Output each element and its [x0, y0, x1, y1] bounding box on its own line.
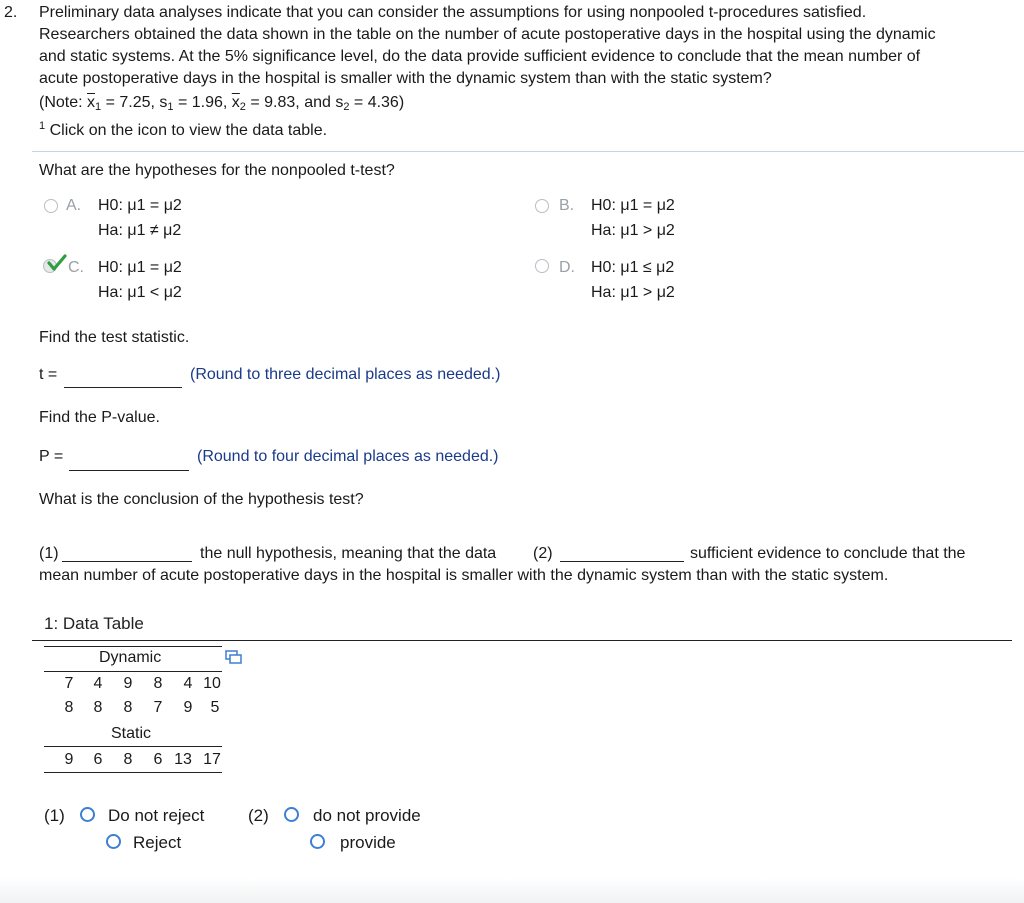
- x2-sub: 2: [239, 101, 246, 113]
- option-a-radio[interactable]: [44, 199, 58, 213]
- footnote-link[interactable]: [39, 120, 327, 140]
- question-line-3: and static systems. At the 5% significance level, do the data provide sufficient evidence to conclude that the mean number of: [39, 48, 921, 65]
- x2-bar: $\overline{x}$: [231, 94, 240, 111]
- s2-sub: 2: [343, 101, 350, 113]
- t-hint: (Round to three decimal places as needed.): [190, 366, 501, 383]
- table-bottom-rule: [44, 772, 222, 773]
- test-statistic-prompt: Find the test statistic.: [39, 329, 190, 346]
- p-value-prompt: Find the P-value.: [39, 409, 160, 426]
- question-line-4: acute postoperative days in the hospital is smaller with the dynamic system than with the static system?: [39, 70, 772, 87]
- dynamic-cell: 9: [123, 675, 133, 692]
- option-c-h0: H0: μ1 = μ2: [98, 259, 182, 276]
- dynamic-cell: 8: [64, 699, 74, 716]
- option-d-h0: H0: μ1 ≤ μ2: [591, 259, 675, 276]
- question-line-2: Researchers obtained the data shown in the table on the number of acute postoperative days in the hospital using the dynamic: [39, 26, 936, 43]
- question-number: 2.: [4, 4, 18, 21]
- option-b-ha: Ha: μ1 > μ2: [591, 222, 675, 239]
- option-b-h0: H0: μ1 = μ2: [591, 197, 675, 214]
- conclusion-dropdown-1[interactable]: [62, 560, 192, 562]
- t-input[interactable]: [64, 386, 182, 388]
- option-a-letter: A.: [66, 197, 82, 214]
- static-cell: 13: [174, 751, 192, 768]
- conclusion-text-1: the null hypothesis, meaning that the data: [200, 545, 497, 562]
- s1-sub: 1: [167, 101, 174, 113]
- static-label: Static: [111, 725, 152, 742]
- choice-do-not-provide[interactable]: do not provide: [313, 806, 421, 825]
- note-prefix: (Note:: [39, 94, 88, 111]
- choice-provide-radio[interactable]: [310, 834, 325, 849]
- option-a-h0: H0: μ1 = μ2: [98, 197, 182, 214]
- choice-do-not-reject[interactable]: Do not reject: [108, 806, 205, 825]
- option-c-letter: C.: [68, 259, 84, 276]
- conclusion-prompt: What is the conclusion of the hypothesis test?: [39, 491, 364, 508]
- dynamic-cell: 4: [93, 675, 103, 692]
- x1-sub: 1: [95, 101, 102, 113]
- x1-bar: $\overline{x}$: [87, 94, 96, 111]
- conclusion-text-3: mean number of acute postoperative days in the hospital is smaller with the dynamic system than with the static system.: [39, 567, 889, 584]
- data-table-title: 1: Data Table: [44, 614, 144, 633]
- p-label: P =: [39, 448, 64, 465]
- footnote-marker: 1: [39, 120, 46, 132]
- dynamic-cell: 8: [123, 699, 133, 716]
- option-b-letter: B.: [559, 197, 575, 214]
- copy-table-icon[interactable]: [225, 650, 242, 665]
- p-hint: (Round to four decimal places as needed.): [197, 448, 499, 465]
- summary-note: [39, 94, 404, 113]
- dynamic-cell: 9: [183, 699, 193, 716]
- question-line-1: Preliminary data analyses indicate that you can consider the assumptions for using nonpooled t-procedures satisfied.: [39, 4, 867, 21]
- s1-value: = 1.96,: [173, 94, 232, 111]
- conclusion-dropdown-2[interactable]: [560, 560, 684, 562]
- data-table-divider: [32, 640, 1012, 641]
- static-cell: 9: [64, 751, 74, 768]
- option-c-ha: Ha: μ1 < μ2: [98, 284, 182, 301]
- conclusion-text-2: sufficient evidence to conclude that the: [690, 545, 966, 562]
- conclusion-marker-2: (2): [533, 545, 553, 562]
- hypotheses-prompt: What are the hypotheses for the nonpooled t-test?: [39, 162, 395, 179]
- dynamic-cell: 8: [93, 699, 103, 716]
- static-cell: 17: [203, 751, 221, 768]
- dynamic-cell: 4: [183, 675, 193, 692]
- x1-value: = 7.25, s: [101, 94, 168, 111]
- choice-group-1-marker: (1): [44, 806, 65, 825]
- conclusion-marker-1: (1): [39, 545, 59, 562]
- choice-reject[interactable]: Reject: [133, 833, 182, 852]
- option-a-ha: Ha: μ1 ≠ μ2: [98, 222, 182, 239]
- static-header-rule: [44, 746, 222, 747]
- static-cell: 6: [93, 751, 103, 768]
- table-top-rule: [44, 646, 222, 647]
- dynamic-cell: 7: [153, 699, 163, 716]
- choice-reject-radio[interactable]: [106, 834, 121, 849]
- dynamic-cell: 8: [153, 675, 163, 692]
- dynamic-cell: 5: [210, 699, 220, 716]
- s2-value: = 4.36): [349, 94, 405, 111]
- static-cell: 8: [123, 751, 133, 768]
- dynamic-cell: 10: [203, 675, 221, 692]
- dynamic-cell: 7: [64, 675, 74, 692]
- choice-group-2-marker: (2): [248, 806, 269, 825]
- option-b-radio[interactable]: [535, 199, 549, 213]
- bottom-fade: [0, 878, 1024, 903]
- dynamic-label: Dynamic: [99, 649, 162, 666]
- p-input[interactable]: [69, 469, 189, 471]
- choice-do-not-reject-radio[interactable]: [80, 807, 95, 822]
- t-label: t =: [39, 366, 58, 383]
- option-d-letter: D.: [559, 259, 575, 276]
- option-d-radio[interactable]: [535, 259, 549, 273]
- static-cell: 6: [153, 751, 163, 768]
- x2-value: = 9.83, and s: [245, 94, 344, 111]
- footnote-text: Click on the icon to view the data table.: [49, 122, 328, 139]
- dynamic-header-rule: [44, 671, 222, 672]
- choice-provide[interactable]: provide: [340, 833, 396, 852]
- section-divider: [32, 151, 1024, 152]
- check-icon: [46, 253, 68, 273]
- option-d-ha: Ha: μ1 > μ2: [591, 284, 675, 301]
- choice-do-not-provide-radio[interactable]: [284, 807, 299, 822]
